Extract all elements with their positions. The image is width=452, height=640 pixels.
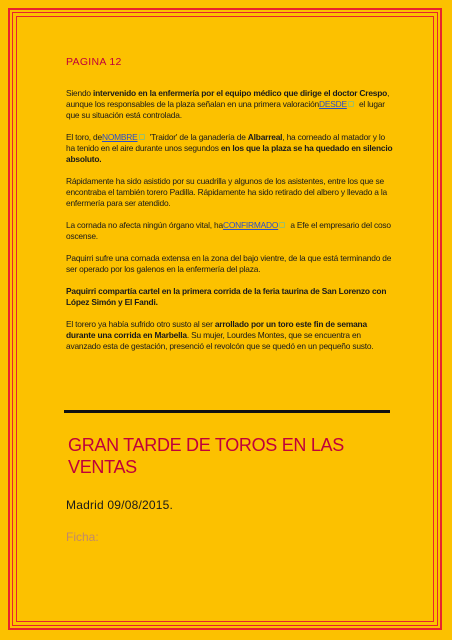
link-marker-icon bbox=[279, 222, 285, 228]
text: a Efe el empresario del coso oscense. bbox=[66, 220, 391, 241]
bold-text: Albarreal bbox=[247, 132, 283, 142]
text: Paquirri sufre una cornada extensa en la zona del bajo vientre, de la que está terminando de ser operado por los galenos en la enfermería del plaza. bbox=[66, 253, 392, 274]
text: , aunque los responsables de la plaza señalan en una primera valoración bbox=[66, 88, 390, 109]
link-nombre[interactable]: NOMBRE bbox=[101, 132, 138, 142]
date-line: Madrid 09/08/2015. bbox=[66, 498, 174, 512]
paragraph-6 bbox=[66, 286, 396, 308]
bold-text: arrollado por un toro este fin de semana durante una corrida en Marbella bbox=[66, 319, 367, 340]
link-marker-icon bbox=[348, 101, 354, 107]
paragraph-1 bbox=[66, 88, 396, 121]
paragraph-3 bbox=[66, 176, 396, 209]
bold-text: en los que la plaza se ha quedado en silencio absoluto. bbox=[66, 143, 393, 164]
text: Siendo bbox=[66, 88, 94, 98]
bold-text: intervenido en la enfermería por el equipo médico que dirige el doctor Crespo bbox=[93, 88, 388, 98]
paragraph-4 bbox=[66, 220, 396, 242]
paragraph-5 bbox=[66, 253, 396, 275]
text: . Su mujer, Lourdes Montes, que se encuentra en avanzado esta de gestación, presenció el revolcón que se quedó en un pequeño susto. bbox=[66, 330, 374, 351]
article-body bbox=[66, 88, 396, 363]
text: el lugar que su situación está controlada. bbox=[66, 99, 385, 120]
text: Rápidamente ha sido asistido por su cuadrilla y algunos de los asistentes, entre los que se encontraba el también torero Padilla. Rápidamente ha sido retirado del albero y llevado a la enfermería para ser atendido. bbox=[66, 176, 387, 208]
link-marker-icon bbox=[139, 134, 145, 140]
paragraph-2 bbox=[66, 132, 396, 165]
link-confirmado[interactable]: CONFIRMADO bbox=[222, 220, 279, 230]
link-desde[interactable]: DESDE bbox=[318, 99, 347, 109]
text: El torero ya había sufrido otro susto al ser bbox=[66, 319, 215, 329]
text: El toro, de bbox=[66, 132, 102, 142]
ficha-label: Ficha: bbox=[66, 530, 99, 544]
page-number: PAGINA 12 bbox=[66, 56, 122, 68]
paragraph-7 bbox=[66, 319, 396, 352]
text: 'Traidor' de la ganadería de bbox=[147, 132, 248, 142]
text: La cornada no afecta ningún órgano vital, ha bbox=[66, 220, 223, 230]
section-headline: GRAN TARDE DE TOROS EN LAS VENTAS bbox=[68, 435, 344, 477]
text: , ha corneado al matador y lo ha tenido en el aire durante unos segundos bbox=[66, 132, 385, 153]
section-divider bbox=[64, 410, 390, 413]
bold-text: Paquirri compartía cartel en la primera corrida de la feria taurina de San Lorenzo con López Simón y El Fandi. bbox=[66, 286, 387, 307]
